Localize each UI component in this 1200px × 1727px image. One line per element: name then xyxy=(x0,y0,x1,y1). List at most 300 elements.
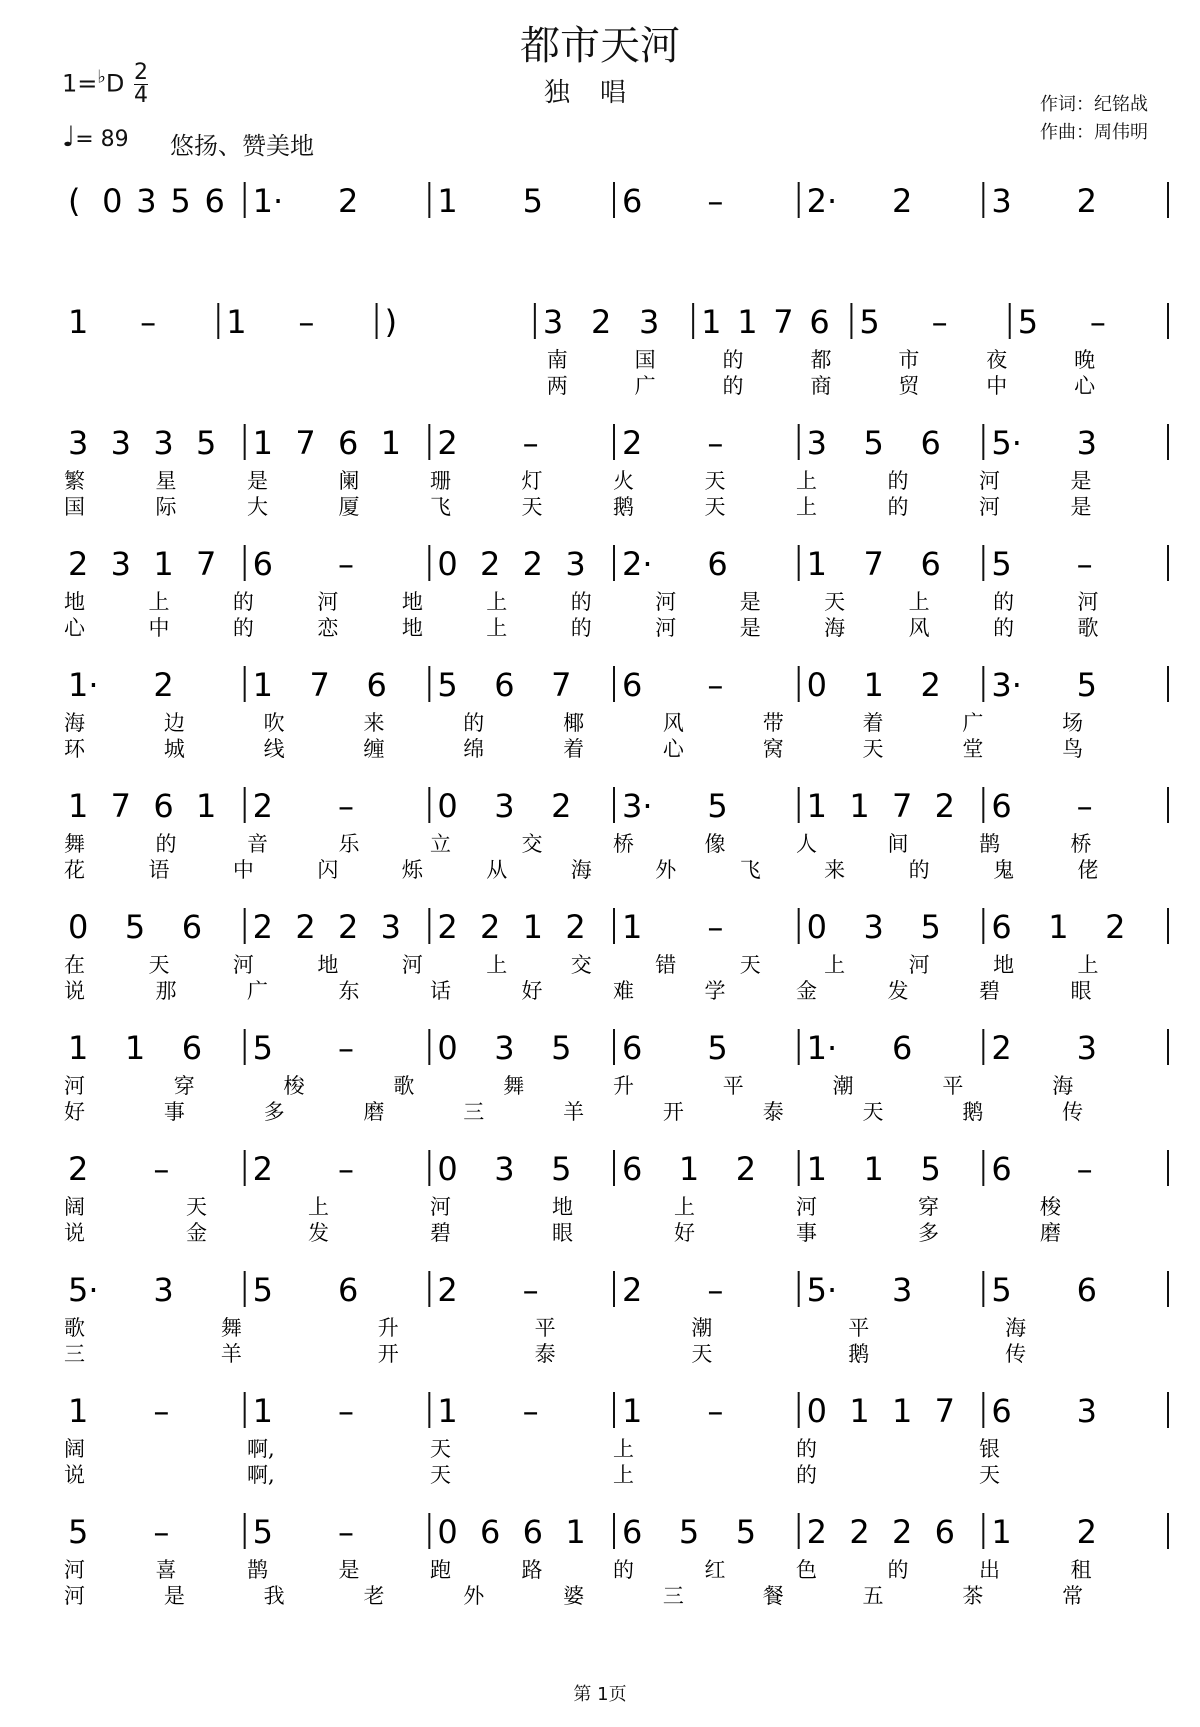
note: 2· xyxy=(806,182,838,220)
lyric-syllable: 广 xyxy=(962,711,984,735)
lyric-syllable: 三 xyxy=(463,1100,485,1124)
lyric-syllable: 的 xyxy=(908,858,930,882)
note: 0 xyxy=(437,1150,458,1188)
note: – xyxy=(707,424,724,462)
lyric-syllable: 广 xyxy=(634,374,656,398)
note: 3 xyxy=(565,545,586,583)
lyric-syllable: 夜 xyxy=(986,348,1008,372)
lyric-syllable: 的 xyxy=(570,590,592,614)
lyric-syllable: 的 xyxy=(796,1437,817,1461)
note: 2 xyxy=(590,303,612,341)
lyric-syllable: 平 xyxy=(942,1074,964,1098)
lyric-syllable: 中 xyxy=(986,374,1008,398)
lyric-syllable: 喜 xyxy=(155,1558,177,1582)
note: 7 xyxy=(773,303,794,341)
note: 1 xyxy=(622,1392,643,1430)
lyric-syllable: 传 xyxy=(1005,1342,1027,1366)
lyric-syllable: 的 xyxy=(993,590,1015,614)
lyric-syllable: 泰 xyxy=(762,1100,784,1124)
lyric-syllable: 城 xyxy=(163,737,185,761)
lyric-syllable: 外 xyxy=(655,858,677,882)
note: 5 xyxy=(678,1513,700,1551)
note: 1 xyxy=(153,545,174,583)
lyric-syllable: 环 xyxy=(64,737,85,761)
lyric-syllable: 歌 xyxy=(393,1074,415,1098)
note: 5 xyxy=(437,666,458,704)
note: 1 xyxy=(68,303,89,341)
lyricist-credit: 作词：纪铭战 xyxy=(1040,94,1148,115)
note: 6 xyxy=(181,908,203,946)
time-signature-bottom: 4 xyxy=(134,83,149,108)
note: – xyxy=(338,1029,354,1067)
note: 2 xyxy=(252,908,274,946)
tempo-bpm: = 89 xyxy=(75,127,129,152)
note: 2 xyxy=(338,182,359,220)
lyric-syllable: 在 xyxy=(64,953,85,977)
note: 3 xyxy=(136,182,157,220)
lyric-syllable: 开 xyxy=(662,1100,684,1124)
lyric-syllable: 着 xyxy=(862,711,884,735)
note: – xyxy=(140,303,157,341)
note: 1 xyxy=(701,303,722,341)
lyric-syllable: 是 xyxy=(338,1558,360,1582)
lyric-syllable: 来 xyxy=(363,711,385,735)
note: 1 xyxy=(252,424,274,462)
note: 3 xyxy=(494,1029,515,1067)
performance-type: 独唱 xyxy=(543,78,656,108)
note: 6 xyxy=(622,182,643,220)
lyric-syllable: 好 xyxy=(64,1100,85,1124)
note: 6 xyxy=(622,1029,643,1067)
note: 0 xyxy=(437,545,458,583)
lyric-syllable: 大 xyxy=(247,495,268,519)
lyric-syllable: 交 xyxy=(570,953,592,977)
lyric-syllable: 眼 xyxy=(1070,979,1092,1003)
note: 2 xyxy=(622,424,643,462)
note: 6 xyxy=(338,1271,359,1309)
note: 5· xyxy=(991,424,1022,462)
lyric-syllable: 闪 xyxy=(317,858,339,882)
lyric-syllable: 天 xyxy=(691,1342,713,1366)
lyric-syllable: 天 xyxy=(739,953,761,977)
note: 6 xyxy=(809,303,830,341)
note: – xyxy=(153,1150,170,1188)
lyric-syllable: 市 xyxy=(898,348,920,372)
lyric-syllable: 鹊 xyxy=(979,832,1000,856)
note: 5 xyxy=(859,303,880,341)
lyric-syllable: 开 xyxy=(377,1342,399,1366)
lyric-syllable: 风 xyxy=(908,616,930,640)
lyric-syllable: 像 xyxy=(704,832,726,856)
note: 2 xyxy=(892,1513,913,1551)
note: 2· xyxy=(622,545,653,583)
note: 6 xyxy=(494,666,515,704)
lyric-syllable: 珊 xyxy=(430,469,451,493)
note: 5 xyxy=(252,1513,274,1551)
note: 2 xyxy=(1076,182,1098,220)
lyric-syllable: 吹 xyxy=(263,711,285,735)
lyric-syllable: 天 xyxy=(148,953,170,977)
lyric-syllable: 的 xyxy=(887,1558,909,1582)
lyric-syllable: 河 xyxy=(64,1558,85,1582)
lyric-syllable: 堂 xyxy=(962,737,984,761)
note: 5 xyxy=(735,1513,757,1551)
note: – xyxy=(522,1392,539,1430)
lyric-syllable: 平 xyxy=(722,1074,744,1098)
lyric-syllable: 的 xyxy=(887,495,909,519)
note: 2 xyxy=(565,908,586,946)
note: 1 xyxy=(863,666,884,704)
lyric-syllable: 天 xyxy=(186,1195,207,1219)
lyric-syllable: 中 xyxy=(232,858,254,882)
lyric-syllable: 海 xyxy=(824,616,846,640)
lyric-syllable: 出 xyxy=(979,1558,1000,1582)
lyric-syllable: 泰 xyxy=(534,1342,556,1366)
lyric-syllable: 鹅 xyxy=(848,1342,870,1366)
lyric-syllable: 河 xyxy=(908,953,930,977)
lyric-syllable: 难 xyxy=(613,979,634,1003)
lyric-syllable: 潮 xyxy=(832,1074,854,1098)
flat-sign: ♭ xyxy=(97,66,106,88)
lyric-syllable: 穿 xyxy=(918,1195,939,1219)
note: 3 xyxy=(494,787,515,825)
note: 5 xyxy=(1017,303,1039,341)
lyric-syllable: 地 xyxy=(993,953,1015,977)
note: 2 xyxy=(68,545,89,583)
note: 7 xyxy=(110,787,132,825)
lyric-syllable: 租 xyxy=(1070,1558,1092,1582)
lyric-syllable: 我 xyxy=(263,1584,285,1608)
note: 5 xyxy=(991,1271,1012,1309)
lyric-syllable: 上 xyxy=(486,953,508,977)
lyric-syllable: 的 xyxy=(993,616,1015,640)
lyric-syllable: 多 xyxy=(918,1221,939,1245)
lyric-syllable: 那 xyxy=(155,979,177,1003)
note: 7 xyxy=(934,1392,956,1430)
lyric-syllable: 人 xyxy=(796,832,817,856)
note: 3 xyxy=(1076,1392,1098,1430)
note: 2 xyxy=(480,908,501,946)
lyric-syllable: 五 xyxy=(862,1584,884,1608)
lyric-syllable: 来 xyxy=(824,858,846,882)
lyric-syllable: 事 xyxy=(163,1100,185,1124)
lyric-syllable: 歌 xyxy=(1077,616,1099,640)
lyric-syllable: 磨 xyxy=(1040,1221,1061,1245)
note: – xyxy=(707,908,724,946)
lyric-syllable: 婆 xyxy=(563,1584,585,1608)
note: 3 xyxy=(153,424,174,462)
lyric-syllable: 天 xyxy=(824,590,846,614)
note: 1 xyxy=(380,424,402,462)
lyric-syllable: 潮 xyxy=(691,1316,713,1340)
note: – xyxy=(153,1513,170,1551)
note: 2 xyxy=(934,787,956,825)
lyric-syllable: 舞 xyxy=(220,1316,242,1340)
note: 6 xyxy=(892,1029,913,1067)
note: 5 xyxy=(551,1150,572,1188)
lyric-syllable: 语 xyxy=(148,858,170,882)
lyric-syllable: 升 xyxy=(377,1316,399,1340)
lyric-syllable: 鸟 xyxy=(1062,737,1084,761)
note: 6 xyxy=(920,424,941,462)
lyric-syllable: 上 xyxy=(824,953,846,977)
lyric-syllable: 鹅 xyxy=(962,1100,984,1124)
note: 2 xyxy=(991,1029,1012,1067)
note: 2 xyxy=(295,908,316,946)
note: 5 xyxy=(863,424,884,462)
lyric-syllable: 茶 xyxy=(962,1584,984,1608)
note: 5 xyxy=(252,1271,274,1309)
note: 3 xyxy=(542,303,564,341)
lyric-syllable: 星 xyxy=(155,469,177,493)
note: – xyxy=(1076,787,1093,825)
lyric-syllable: 灯 xyxy=(521,469,543,493)
note: 1 xyxy=(124,1029,146,1067)
lyric-syllable: 际 xyxy=(155,495,177,519)
lyric-syllable: 升 xyxy=(613,1074,634,1098)
lyric-syllable: 是 xyxy=(739,590,761,614)
note: 6 xyxy=(622,1150,643,1188)
note: 1 xyxy=(522,908,544,946)
lyric-syllable: 上 xyxy=(148,590,170,614)
lyric-syllable: 都 xyxy=(810,348,832,372)
note: – xyxy=(1076,1150,1093,1188)
note: 1 xyxy=(737,303,758,341)
lyric-syllable: 上 xyxy=(308,1195,329,1219)
note: 5 xyxy=(522,182,544,220)
song-title: 都市天河 xyxy=(520,23,680,69)
lyric-syllable: 河 xyxy=(430,1195,451,1219)
note: – xyxy=(1076,545,1093,583)
lyric-syllable: 海 xyxy=(1052,1074,1074,1098)
note: 7 xyxy=(309,666,330,704)
note: 1 xyxy=(68,787,89,825)
note: 0 xyxy=(806,908,828,946)
lyric-syllable: 学 xyxy=(704,979,726,1003)
lyric-syllable: 天 xyxy=(979,1463,1000,1487)
note: – xyxy=(153,1392,170,1430)
lyric-syllable: 是 xyxy=(739,616,761,640)
lyric-syllable: 说 xyxy=(64,979,85,1003)
note: 0 xyxy=(68,908,89,946)
note: 2 xyxy=(68,1150,89,1188)
lyric-syllable: 天 xyxy=(430,1463,451,1487)
page-number: 第 1页 xyxy=(573,1684,627,1705)
note: – xyxy=(707,666,724,704)
note: 2 xyxy=(437,424,458,462)
note: 2 xyxy=(1105,908,1126,946)
lyric-syllable: 说 xyxy=(64,1463,85,1487)
lyric-syllable: 上 xyxy=(908,590,930,614)
note: – xyxy=(522,1271,539,1309)
lyric-syllable: 梭 xyxy=(283,1074,305,1098)
lyric-syllable: 地 xyxy=(64,590,85,614)
lyric-syllable: 恋 xyxy=(317,616,339,640)
time-signature-top: 2 xyxy=(134,60,149,85)
note: 5 xyxy=(1076,666,1098,704)
note: 5 xyxy=(707,1029,728,1067)
lyric-syllable: 南 xyxy=(546,348,568,372)
lyric-syllable: 上 xyxy=(486,616,508,640)
lyric-syllable: 海 xyxy=(1005,1316,1027,1340)
lyric-syllable: 阔 xyxy=(64,1195,85,1219)
note: 6 xyxy=(204,182,225,220)
note: 6 xyxy=(622,666,643,704)
lyric-syllable: 错 xyxy=(655,953,677,977)
lyric-syllable: 阑 xyxy=(338,469,360,493)
lyric-syllable: 鹅 xyxy=(613,495,634,519)
note: 0 xyxy=(437,1029,458,1067)
note: 2 xyxy=(622,1271,643,1309)
lyric-syllable: 多 xyxy=(263,1100,285,1124)
lyric-syllable: 金 xyxy=(186,1221,207,1245)
note: 6 xyxy=(338,424,359,462)
lyric-syllable: 上 xyxy=(613,1463,634,1487)
lyric-syllable: 佬 xyxy=(1077,858,1099,882)
note: 1· xyxy=(68,666,99,704)
note: 6 xyxy=(153,787,174,825)
note: 2 xyxy=(920,666,941,704)
lyric-syllable: 外 xyxy=(463,1584,485,1608)
lyric-syllable: 常 xyxy=(1062,1584,1084,1608)
note: 1 xyxy=(678,1150,700,1188)
lyric-syllable: 国 xyxy=(64,495,85,519)
note: 3· xyxy=(991,666,1022,704)
lyric-syllable: 三 xyxy=(64,1342,85,1366)
lyric-syllable: 边 xyxy=(163,711,185,735)
note: 1 xyxy=(565,1513,586,1551)
lyric-syllable: 河 xyxy=(317,590,339,614)
note: 7 xyxy=(196,545,217,583)
lyric-syllable: 的 xyxy=(722,374,744,398)
note: – xyxy=(338,1392,354,1430)
note: 2 xyxy=(892,182,913,220)
lyric-syllable: 的 xyxy=(463,711,485,735)
note: 6 xyxy=(622,1513,643,1551)
lyric-syllable: 天 xyxy=(704,469,726,493)
lyric-syllable: 河 xyxy=(64,1584,85,1608)
lyric-syllable: 餐 xyxy=(762,1584,784,1608)
lyric-syllable: 河 xyxy=(401,953,423,977)
lyric-syllable: 羊 xyxy=(563,1100,585,1124)
note: ) xyxy=(384,303,398,341)
note: 6 xyxy=(991,1150,1012,1188)
lyric-syllable: 话 xyxy=(430,979,451,1003)
note: 7 xyxy=(551,666,572,704)
note: 6 xyxy=(252,545,274,583)
lyric-syllable: 天 xyxy=(521,495,543,519)
lyric-syllable: 火 xyxy=(613,469,634,493)
lyric-syllable: 椰 xyxy=(563,711,585,735)
lyric-syllable: 繁 xyxy=(64,469,85,493)
lyric-syllable: 飞 xyxy=(739,858,761,882)
note: 2 xyxy=(551,787,572,825)
lyric-syllable: 的 xyxy=(613,1558,634,1582)
lyric-syllable: 缠 xyxy=(363,737,385,761)
note: 2 xyxy=(1076,1513,1098,1551)
lyric-syllable: 广 xyxy=(247,979,268,1003)
note: 5 xyxy=(551,1029,572,1067)
note: 2 xyxy=(252,1150,274,1188)
note: – xyxy=(338,787,354,825)
note: – xyxy=(707,182,724,220)
key-prefix: 1= xyxy=(62,69,98,98)
note: 3 xyxy=(863,908,884,946)
note: 0 xyxy=(437,787,458,825)
note: ( xyxy=(68,182,81,220)
note: 5 xyxy=(170,182,191,220)
lyric-syllable: 上 xyxy=(796,469,817,493)
note: 5· xyxy=(806,1271,838,1309)
lyric-syllable: 啊, xyxy=(247,1463,275,1487)
lyric-syllable: 桥 xyxy=(613,832,634,856)
lyric-syllable: 红 xyxy=(704,1558,726,1582)
lyric-syllable: 是 xyxy=(1070,469,1092,493)
lyric-syllable: 从 xyxy=(486,858,508,882)
note: – xyxy=(1089,303,1106,341)
lyric-syllable: 鬼 xyxy=(993,858,1015,882)
lyric-syllable: 歌 xyxy=(64,1316,85,1340)
note: – xyxy=(522,424,539,462)
note: 5 xyxy=(991,545,1012,583)
lyric-syllable: 的 xyxy=(570,616,592,640)
note: 6 xyxy=(480,1513,501,1551)
note: 3 xyxy=(1076,1029,1098,1067)
note: 6 xyxy=(920,545,941,583)
note: 2 xyxy=(338,908,359,946)
note: 5 xyxy=(920,908,941,946)
lyric-syllable: 舞 xyxy=(64,832,85,856)
note: 6 xyxy=(991,908,1012,946)
note: 7 xyxy=(892,787,913,825)
note: 5 xyxy=(252,1029,274,1067)
note: – xyxy=(338,1150,354,1188)
composer-credit: 作曲：周伟明 xyxy=(1040,122,1148,143)
lyric-syllable: 河 xyxy=(64,1074,85,1098)
note: 2 xyxy=(437,908,458,946)
note: 7 xyxy=(863,545,884,583)
lyric-syllable: 碧 xyxy=(430,1221,451,1245)
note: 5 xyxy=(920,1150,941,1188)
note: 5· xyxy=(68,1271,99,1309)
note: 1 xyxy=(196,787,217,825)
note: 3 xyxy=(110,545,132,583)
lyric-syllable: 是 xyxy=(247,469,268,493)
lyric-syllable: 河 xyxy=(1077,590,1099,614)
lyric-syllable: 间 xyxy=(887,832,909,856)
lyric-syllable: 上 xyxy=(613,1437,634,1461)
note: 5 xyxy=(68,1513,89,1551)
note: 1 xyxy=(849,787,870,825)
quarter-note-icon: ♩ xyxy=(62,120,76,153)
note: 2 xyxy=(252,787,274,825)
lyric-syllable: 鹊 xyxy=(247,1558,268,1582)
lyric-syllable: 传 xyxy=(1062,1100,1084,1124)
lyric-syllable: 河 xyxy=(655,616,677,640)
lyric-syllable: 事 xyxy=(796,1221,817,1245)
lyric-syllable: 上 xyxy=(486,590,508,614)
lyric-syllable: 海 xyxy=(64,711,85,735)
lyric-syllable: 平 xyxy=(848,1316,870,1340)
lyric-syllable: 的 xyxy=(722,348,744,372)
lyric-syllable: 中 xyxy=(148,616,170,640)
lyric-syllable: 两 xyxy=(546,374,568,398)
note: 0 xyxy=(437,1513,458,1551)
lyric-syllable: 河 xyxy=(796,1195,817,1219)
lyric-syllable: 河 xyxy=(979,469,1000,493)
note: 6 xyxy=(934,1513,956,1551)
lyric-syllable: 地 xyxy=(401,616,423,640)
